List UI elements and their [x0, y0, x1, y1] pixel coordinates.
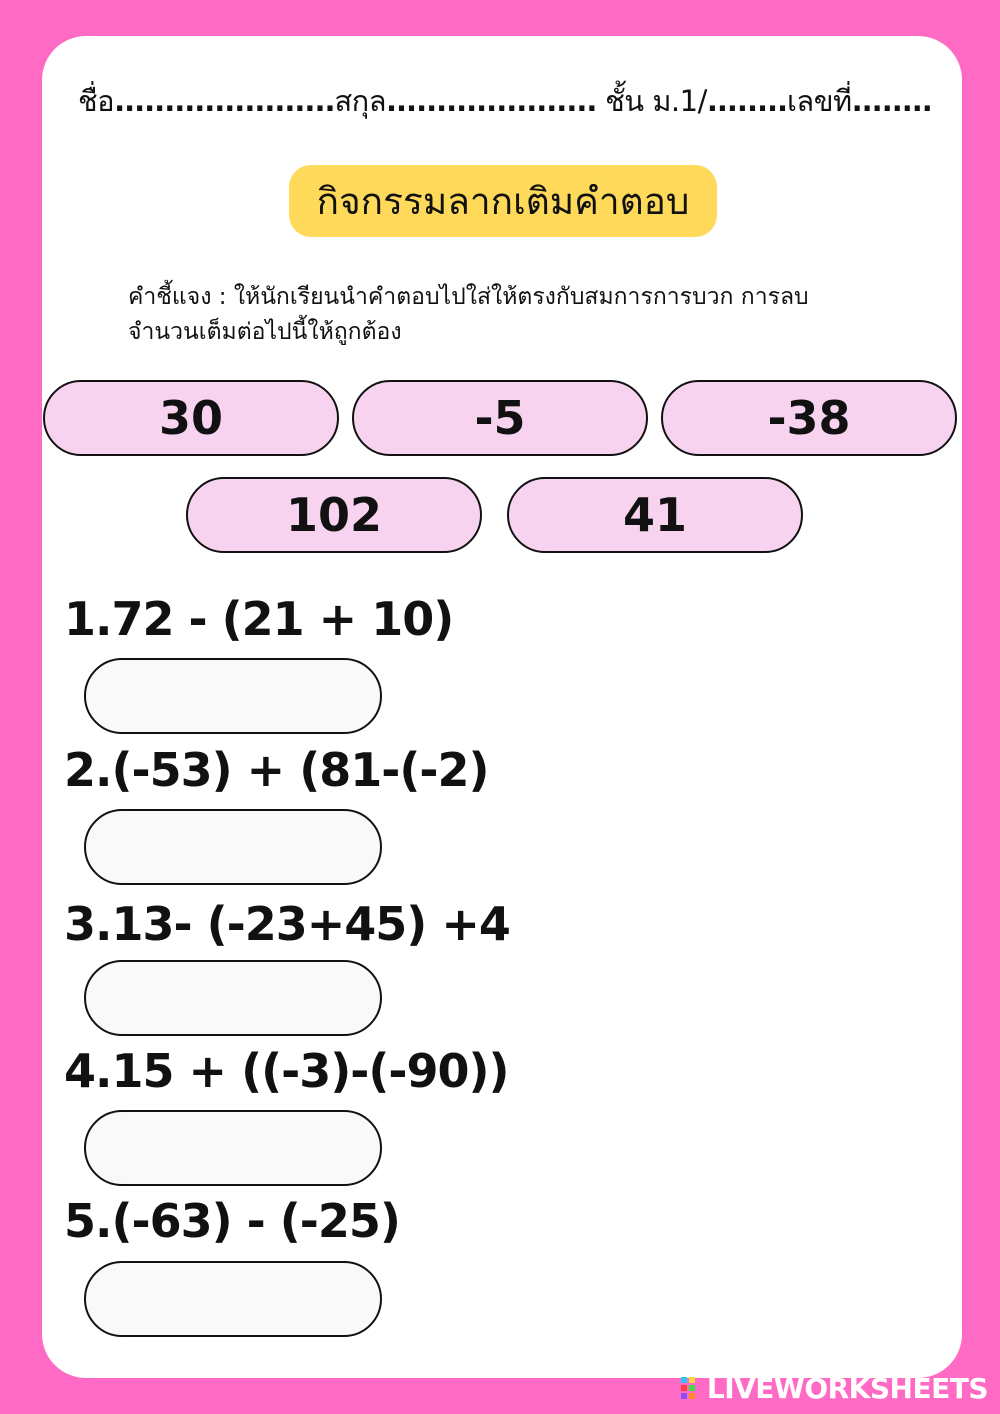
answer-dropzone-2[interactable] [84, 809, 382, 885]
answer-chip-minus-5[interactable]: -5 [352, 380, 648, 456]
instructions [128, 280, 908, 350]
answer-dropzone-4[interactable] [84, 1110, 382, 1186]
name-label: ชื่อ [78, 84, 115, 118]
surname-label: สกุล [334, 84, 387, 118]
answer-chip-41[interactable]: 41 [507, 477, 803, 553]
liveworksheets-brand [681, 1372, 988, 1405]
answer-chip-minus-38[interactable]: -38 [661, 380, 957, 456]
question-2: 2.(-53) + (81-(-2) [64, 743, 489, 797]
question-3: 3.13- (-23+45) +4 [64, 897, 510, 951]
answer-chip-102[interactable]: 102 [186, 477, 482, 553]
instructions-line-2: จำนวนเต็มต่อไปนี้ให้ถูกต้อง [128, 319, 402, 345]
liveworksheets-logo-icon [681, 1375, 703, 1403]
question-4: 4.15 + ((-3)-(-90)) [64, 1044, 509, 1098]
name-blank: ...................... [114, 84, 335, 118]
number-blank: ........ [851, 84, 932, 118]
class-blank: ........ [706, 84, 788, 118]
answer-dropzone-5[interactable] [84, 1261, 382, 1337]
instructions-line-1: คำชี้แจง : ให้นักเรียนนำคำตอบไปใส่ให้ตรงกับสมการการบวก การลบ [128, 284, 809, 310]
brand-text: LIVEWORKSHEETS [706, 1372, 988, 1405]
answer-dropzone-3[interactable] [84, 960, 382, 1036]
answer-dropzone-1[interactable] [84, 658, 382, 734]
question-5: 5.(-63) - (-25) [64, 1194, 400, 1248]
class-label: ชั้น ม.1/ [605, 84, 707, 118]
number-label: เลขที่ [787, 84, 852, 118]
activity-title: กิจกรรมลากเติมคำตอบ [289, 165, 717, 237]
student-info-header [78, 78, 958, 124]
answer-chip-30[interactable]: 30 [43, 380, 339, 456]
question-1: 1.72 - (21 + 10) [64, 592, 454, 646]
surname-blank: ..................... [386, 84, 597, 118]
